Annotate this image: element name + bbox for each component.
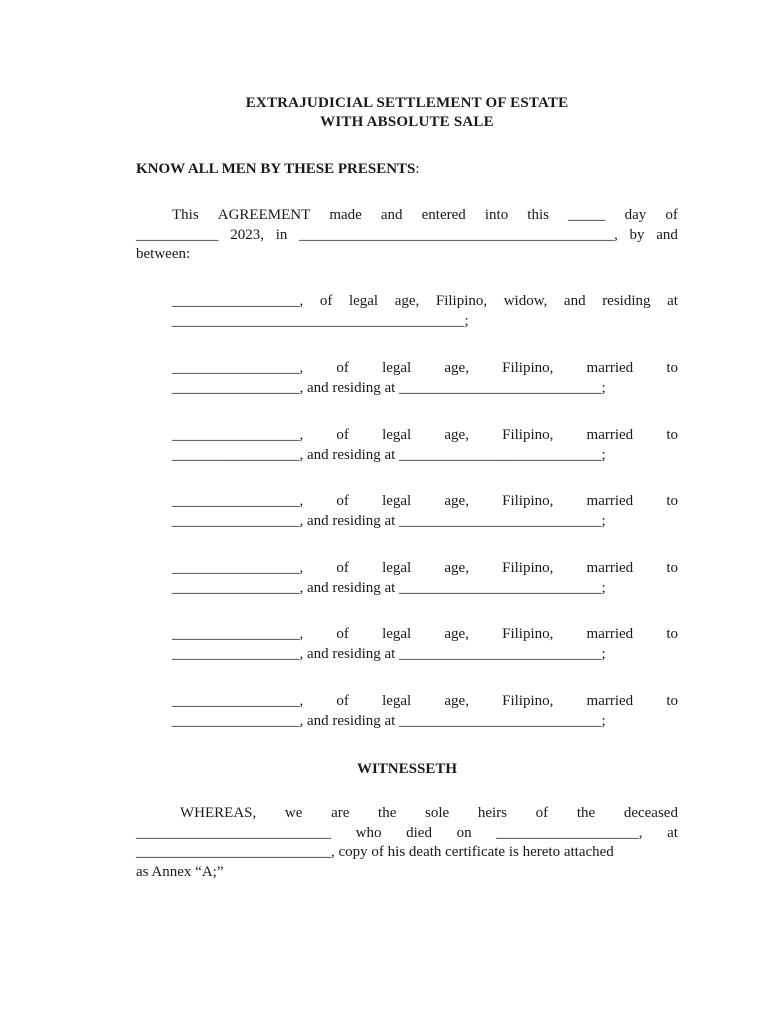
whereas-line-1 — [136, 804, 678, 824]
party-word: of — [319, 293, 333, 309]
party-word: Filipino, — [502, 626, 554, 642]
party-word: to — [666, 693, 678, 709]
whereas-word: __________________________ — [136, 824, 331, 841]
whereas-word: sole — [425, 805, 450, 821]
party-word: age, — [444, 626, 469, 642]
agreement-word: made — [329, 207, 362, 223]
whereas-word: at — [667, 824, 678, 841]
party-married-line-1 — [172, 492, 678, 512]
party-married-line-1 — [172, 625, 678, 645]
party-word: legal — [382, 693, 412, 709]
party-married-paragraph — [172, 359, 678, 398]
party-married-line-1 — [172, 559, 678, 579]
party-word: married — [586, 626, 634, 642]
party-word: of — [336, 560, 349, 576]
party-word: age, — [444, 360, 469, 376]
know-all-men-text: KNOW ALL MEN BY THESE PRESENTS — [136, 161, 416, 177]
party-word: Filipino, — [502, 427, 554, 443]
agreement-paragraph — [136, 206, 678, 265]
party-word: to — [666, 626, 678, 642]
party-word: legal — [382, 560, 412, 576]
agreement-word: AGREEMENT — [217, 207, 311, 223]
party-married-line-2: _________________, and residing at ___________________________; — [172, 446, 606, 463]
agreement-word: this — [527, 207, 549, 223]
party-word: Filipino, — [502, 493, 554, 509]
agreement-word: ___________ — [136, 226, 219, 243]
party-word: of — [336, 693, 349, 709]
party-word: Filipino, — [502, 560, 554, 576]
know-all-men-colon: : — [415, 161, 420, 177]
whereas-word: the — [576, 805, 596, 821]
agreement-word: day — [624, 207, 647, 223]
party-word: widow, — [503, 293, 548, 309]
party-word: _________________, — [172, 693, 304, 709]
party-word: age, — [394, 293, 420, 309]
agreement-word: by — [629, 226, 645, 243]
whereas-line-2 — [136, 824, 678, 844]
party-widow-paragraph — [172, 292, 678, 331]
whereas-word: are — [331, 805, 350, 821]
agreement-line-1 — [136, 206, 678, 226]
party-word: legal — [348, 293, 379, 309]
party-married-line-2: _________________, and residing at ___________________________; — [172, 379, 606, 396]
party-word: and — [563, 293, 586, 309]
party-word: Filipino, — [502, 693, 554, 709]
party-word: legal — [382, 427, 412, 443]
whereas-word: WHEREAS, — [180, 805, 257, 821]
agreement-word: __________________________________________, — [299, 226, 618, 243]
party-word: _________________, — [172, 360, 304, 376]
agreement-word: 2023, — [230, 226, 264, 243]
agreement-word: in — [275, 226, 288, 243]
party-word: age, — [444, 693, 469, 709]
party-word: of — [336, 360, 349, 376]
document-title-line-1: EXTRAJUDICIAL SETTLEMENT OF ESTATE — [245, 95, 569, 111]
party-married-paragraph — [172, 692, 678, 731]
agreement-line-2 — [136, 226, 678, 246]
party-word: of — [336, 626, 349, 642]
party-married-line-2: _________________, and residing at ___________________________; — [172, 512, 606, 529]
agreement-word: into — [484, 207, 509, 223]
whereas-word: of — [535, 805, 549, 821]
whereas-word: on — [456, 824, 472, 841]
party-word: age, — [444, 427, 469, 443]
party-word: to — [666, 427, 678, 443]
party-widow-line-1 — [172, 292, 678, 312]
party-married-line-1 — [172, 426, 678, 446]
party-word: Filipino, — [502, 360, 554, 376]
party-married-paragraph — [172, 426, 678, 465]
party-word: _________________, — [172, 493, 304, 509]
party-word: _________________, — [172, 427, 304, 443]
whereas-word: ___________________, — [496, 824, 643, 841]
document-title-line-2: WITH ABSOLUTE SALE — [320, 114, 494, 130]
whereas-paragraph — [136, 804, 678, 882]
witnesseth-heading: WITNESSETH — [356, 761, 458, 777]
party-word: married — [586, 427, 634, 443]
party-word: married — [586, 493, 634, 509]
party-word: legal — [382, 626, 412, 642]
party-word: Filipino, — [435, 293, 488, 309]
agreement-word: and — [656, 226, 678, 243]
party-married-line-1 — [172, 359, 678, 379]
party-word: _________________, — [172, 626, 304, 642]
party-word: legal — [382, 493, 412, 509]
party-word: age, — [444, 493, 469, 509]
party-married-line-2: _________________, and residing at ___________________________; — [172, 579, 606, 596]
agreement-word: of — [665, 207, 678, 223]
party-word: married — [586, 360, 634, 376]
agreement-word: entered — [421, 207, 466, 223]
party-married-paragraph — [172, 559, 678, 598]
party-word: married — [586, 560, 634, 576]
whereas-word: died — [406, 824, 432, 841]
party-word: to — [666, 560, 678, 576]
party-word: of — [336, 427, 349, 443]
party-married-line-2: _________________, and residing at ___________________________; — [172, 712, 606, 729]
agreement-line-3: between: — [136, 246, 191, 262]
agreement-word: _____ — [568, 207, 606, 223]
whereas-line-3: __________________________, copy of his death certificate is hereto attached — [136, 844, 614, 860]
party-married-paragraph — [172, 625, 678, 664]
party-widow-line-2: _______________________________________; — [172, 312, 469, 329]
whereas-word: who — [355, 824, 382, 841]
party-word: residing — [602, 293, 651, 309]
party-word: legal — [382, 360, 412, 376]
whereas-word: we — [284, 805, 303, 821]
whereas-word: the — [378, 805, 397, 821]
party-word: _________________, — [172, 560, 304, 576]
party-word: of — [336, 493, 349, 509]
party-word: _________________, — [172, 293, 304, 309]
whereas-word: deceased — [623, 805, 678, 821]
agreement-word: This — [172, 207, 199, 223]
agreement-word: and — [380, 207, 403, 223]
whereas-line-4: as Annex “A;” — [136, 863, 224, 880]
party-word: at — [667, 293, 678, 309]
party-married-paragraph — [172, 492, 678, 531]
party-married-line-2: _________________, and residing at ___________________________; — [172, 645, 606, 662]
party-word: age, — [444, 560, 469, 576]
party-word: married — [586, 693, 634, 709]
whereas-word: heirs — [477, 805, 508, 821]
party-married-line-1 — [172, 692, 678, 712]
party-word: to — [666, 493, 678, 509]
know-all-men-heading — [136, 160, 420, 179]
party-word: to — [666, 360, 678, 376]
